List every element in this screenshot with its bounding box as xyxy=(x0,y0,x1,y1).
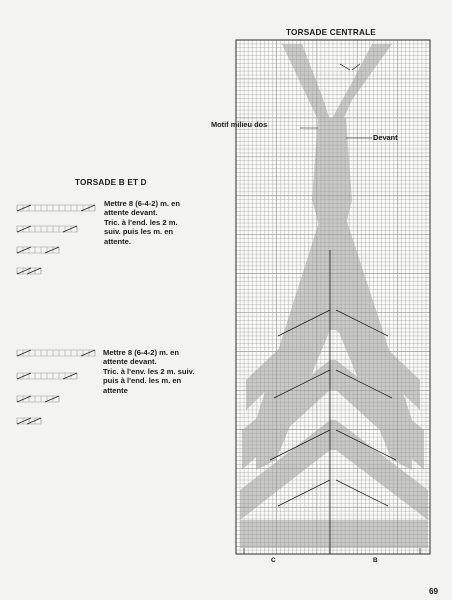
legend-symbol-2d xyxy=(17,418,41,424)
legend-1-line-5: attente. xyxy=(104,236,132,246)
legend-2-line-1: Mettre 8 (6-4-2) m. en xyxy=(103,348,179,357)
legend-2-line-2: attente devant. xyxy=(103,357,157,367)
legend-2-line-3: Tric. à l'env. les 2 m. suiv. xyxy=(103,366,195,376)
legend-2-line-5: attente xyxy=(103,385,128,395)
axis-label-c: C xyxy=(271,557,276,564)
legend-2-line-4: puis à l'end. les m. en xyxy=(103,376,182,386)
label-motif-milieu-dos: Motif milieu dos xyxy=(211,120,268,129)
legend-1-line-2: attente devant. xyxy=(104,208,158,218)
legend-1-line-4: suiv. puis les m. en xyxy=(104,227,174,237)
label-devant: Devant xyxy=(373,133,398,142)
legend-1-text xyxy=(104,199,214,246)
legend-symbol-2b xyxy=(17,373,77,379)
chart-title: TORSADE CENTRALE xyxy=(286,28,376,37)
legend-1-line-3: Tric. à l'end. les 2 m. xyxy=(104,217,178,227)
legend-2-text xyxy=(103,348,233,395)
legend-symbol-2a xyxy=(17,350,95,356)
page-number: 69 xyxy=(429,587,439,596)
legend-symbol-1b xyxy=(17,226,77,232)
legend-1-line-1: Mettre 8 (6-4-2) m. en xyxy=(104,199,180,208)
legend-symbol-1d xyxy=(17,268,41,274)
axis-label-b: B xyxy=(373,557,378,564)
legend-symbol-1c xyxy=(17,247,59,253)
legend-symbol-1a xyxy=(17,205,95,211)
legend-symbol-2c xyxy=(17,396,59,402)
legend-title: TORSADE B ET D xyxy=(75,178,147,187)
